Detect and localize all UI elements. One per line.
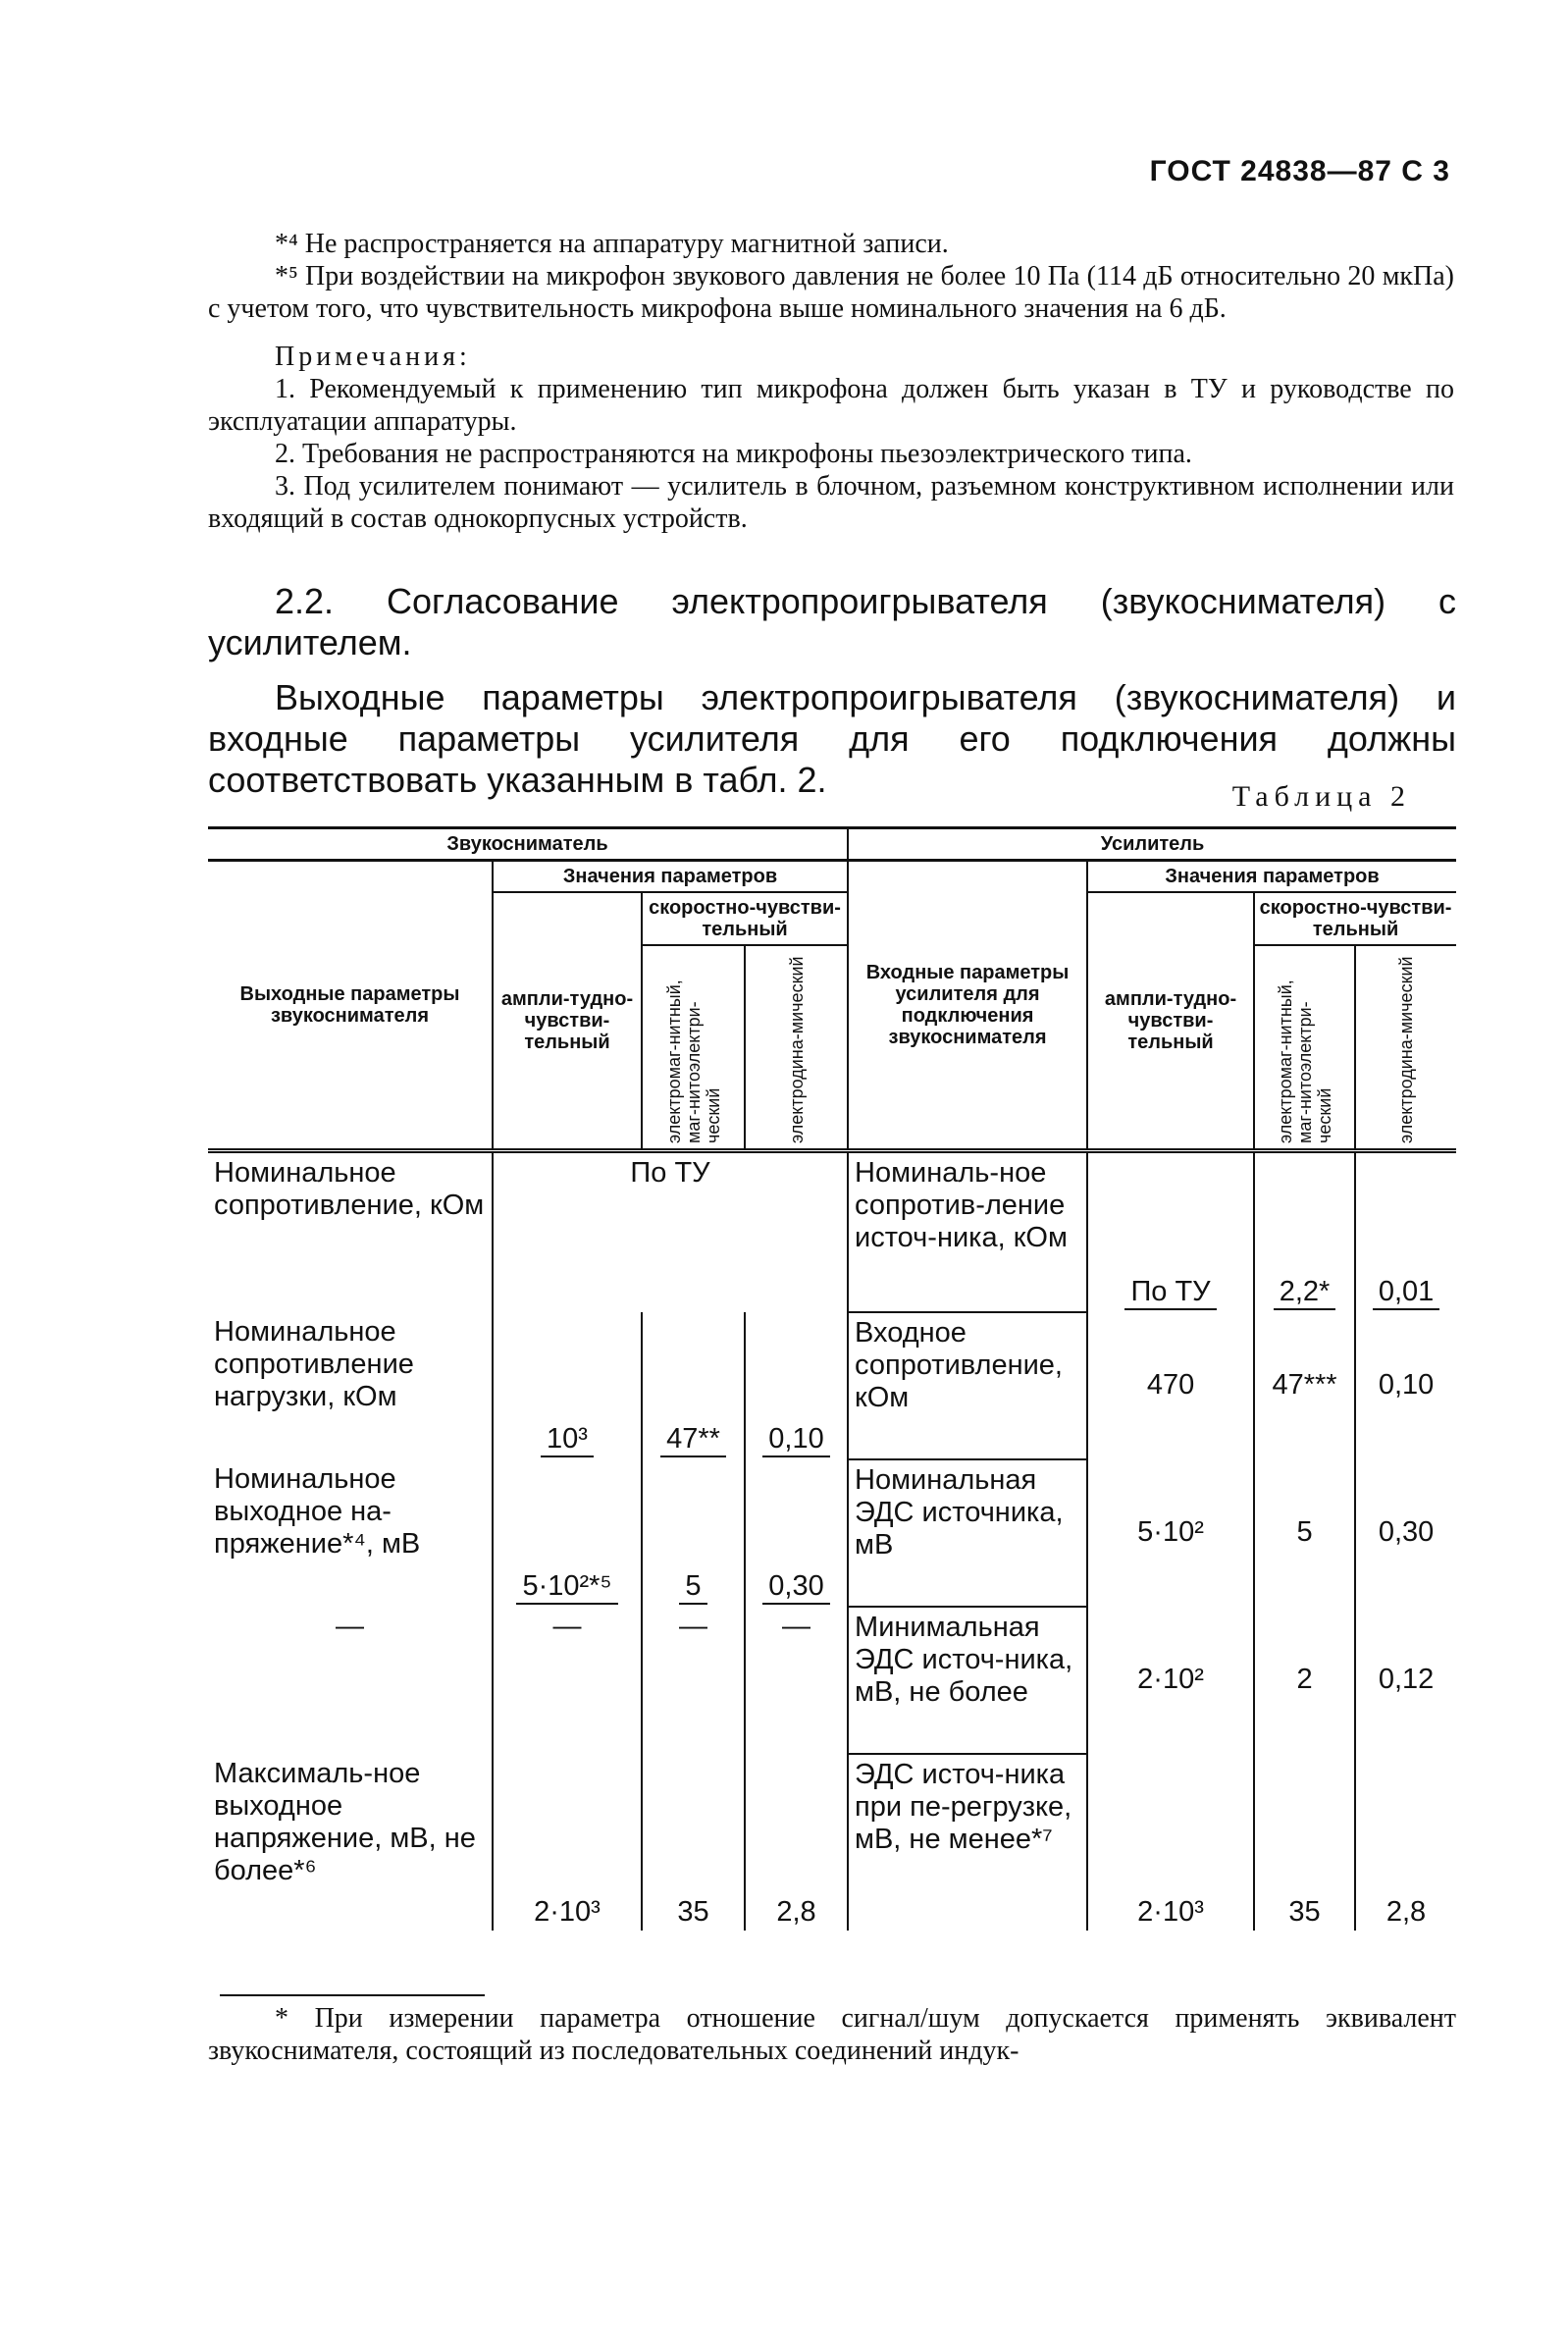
cell: 0,12: [1355, 1607, 1456, 1754]
cell: 0,10: [1355, 1312, 1456, 1459]
table-caption: Таблица 2: [1231, 780, 1411, 813]
col-amp-sens-left: ампли-тудно-чувстви-тельный: [493, 892, 642, 1151]
col-ed-right: [1355, 945, 1456, 1151]
col-values-left: Значения параметров: [493, 861, 848, 893]
footnote-star: * При измерении параметра отношение сигнал/шум допускается применять эквивалент звукоснимателя, состоящий из последовательных соединений индук-: [208, 2003, 1456, 2066]
note-3: 3. Под усилителем понимают — усилитель в блочном, разъемном конструктивном исполнении или входящий в состав однокорпусных устройств.: [208, 471, 1454, 534]
row-label-right: ЭДС источ-ника при пе-регрузке, мВ, не менее*⁷: [848, 1754, 1087, 1931]
notes-title: Примечания:: [275, 342, 471, 372]
note-2: 2. Требования не распространяются на микрофоны пьезоэлектрического типа.: [275, 439, 1192, 469]
cell: 470: [1087, 1312, 1254, 1459]
col-ed-left-label: электродина-мический: [786, 956, 807, 1143]
row-label-right: Номинальная ЭДС источника, мВ: [848, 1459, 1087, 1607]
page-header: ГОСТ 24838—87 С 3: [1149, 155, 1450, 187]
col-em-left-label: электромаг-нитный, маг-нитоэлектри-ческий: [663, 979, 723, 1143]
table-row: [208, 1754, 1456, 1931]
cell: 2: [1254, 1607, 1355, 1754]
footnote-block: [208, 2002, 1456, 2067]
footnote-4: *⁴ Не распространяется на аппаратуру магнитной записи.: [275, 229, 949, 259]
cell: —: [642, 1607, 745, 1754]
notes-block: [208, 228, 1454, 535]
table-row: [208, 1312, 1456, 1459]
cell: 2·10³: [493, 1754, 642, 1931]
cell: По ТУ: [1124, 1276, 1216, 1310]
cell: 35: [1254, 1754, 1355, 1931]
group-pickup: Звукосниматель: [208, 828, 848, 861]
row-label-right: Входное сопротивление, кОм: [848, 1312, 1087, 1459]
cell: 35: [642, 1754, 745, 1931]
col-ed-right-label: электродина-мический: [1396, 956, 1417, 1143]
cell: 47***: [1254, 1312, 1355, 1459]
cell: 0,30: [1355, 1459, 1456, 1607]
row-label-left: —: [336, 1610, 364, 1642]
cell-merged: По ТУ: [493, 1151, 848, 1312]
cell: 0,10: [762, 1423, 829, 1457]
col-values-right: Значения параметров: [1087, 861, 1456, 893]
cell: 2,8: [1355, 1754, 1456, 1931]
cell: 10³: [541, 1423, 594, 1457]
section-body: Выходные параметры электропроигрывателя (звукоснимателя) и входные параметры усилителя для его подключения должны соответствовать указанным в табл. 2.: [208, 677, 1456, 800]
cell: 47**: [660, 1423, 726, 1457]
col-em-right-label: электромаг-нитный, маг-нитоэлектри-ческий: [1275, 979, 1334, 1143]
cell: 2·10²: [1087, 1607, 1254, 1754]
group-amplifier: Усилитель: [848, 828, 1456, 861]
row-label-right: Номиналь-ное сопротив-ление источ-ника, кОм: [848, 1151, 1087, 1312]
note-1: 1. Рекомендуемый к применению тип микрофона должен быть указан в ТУ и руководстве по эксплуатации аппаратуры.: [208, 374, 1454, 437]
cell: 5: [679, 1570, 706, 1605]
col-output-params: Выходные параметры звукоснимателя: [208, 861, 493, 1151]
cell: —: [745, 1607, 848, 1754]
col-input-params: Входные параметры усилителя для подключения звукоснимателя: [848, 861, 1087, 1151]
cell: 0,01: [1373, 1276, 1439, 1310]
cell: 2,2*: [1274, 1276, 1336, 1310]
col-speed-sens-left: скоростно-чувстви-тельный: [642, 892, 848, 945]
col-amp-sens-right: ампли-тудно-чувстви-тельный: [1087, 892, 1254, 1151]
cell: 5: [1254, 1459, 1355, 1607]
cell: 2·10³: [1087, 1754, 1254, 1931]
col-ed-left: [745, 945, 848, 1151]
table-2: [208, 826, 1456, 1931]
section-2-2: [208, 581, 1456, 801]
col-em-right: [1254, 945, 1355, 1151]
row-label-left: Максималь-ное выходное напряжение, мВ, не более*⁶: [214, 1757, 476, 1886]
section-heading: 2.2. Согласование электропроигрывателя (звукоснимателя) с усилителем.: [208, 581, 1456, 662]
cell: 5·10²: [1087, 1459, 1254, 1607]
cell: 5·10²*⁵: [516, 1570, 617, 1605]
footnote-divider: [220, 1994, 485, 1996]
col-em-left: [642, 945, 745, 1151]
cell: 0,30: [762, 1570, 829, 1605]
row-label-left: Номинальное сопротивление нагрузки, кОм: [214, 1315, 414, 1412]
cell: 2,8: [745, 1754, 848, 1931]
row-label-left: Номинальное сопротивление, кОм: [214, 1157, 485, 1221]
col-speed-sens-right: скоростно-чувстви-тельный: [1254, 892, 1456, 945]
cell: —: [493, 1607, 642, 1754]
table-row: [208, 1459, 1456, 1607]
footnote-5: *⁵ При воздействии на микрофон звукового давления не более 10 Па (114 дБ относительно 20 мкПа) с учетом того, что чувствительность микрофона выше номинального значения на 6 дБ.: [208, 261, 1454, 324]
table-row: [208, 1151, 1456, 1312]
row-label-left: Номинальное выходное на-пряжение*⁴, мВ: [214, 1462, 421, 1560]
table-row: [208, 1607, 1456, 1754]
row-label-right: Минимальная ЭДС источ-ника, мВ, не более: [848, 1607, 1087, 1754]
